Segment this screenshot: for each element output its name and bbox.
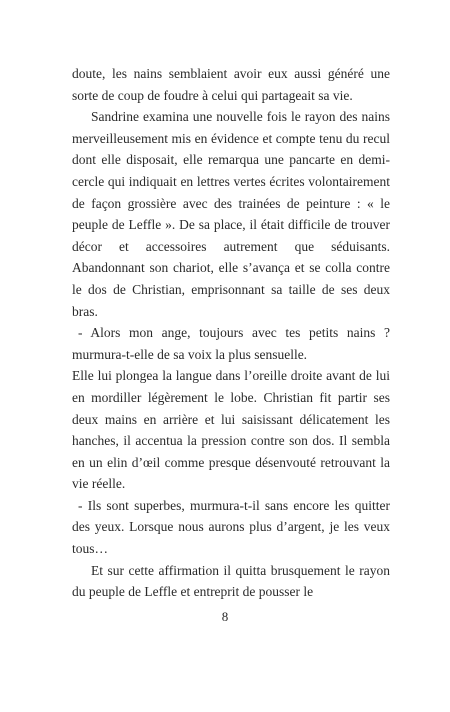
paragraph-2: Sandrine examina une nouvelle fois le rayon des nains merveilleusement mis en évidence et compte tenu du recul dont elle disposait, elle remarqua une pancarte en demi- cercle qui indiquait en lettres vertes écrites volontairement de façon grossière avec des trainées de peinture : « le peuple de Leffle ». De sa place, il était difficile de trouver décor et accessoires autrement que séduisants. Abandonnant son chariot, elle s’avança et se colla contre le dos de Christian, emprisonnant sa taille de ses deux bras. bbox=[72, 109, 390, 319]
paragraph-4: Et sur cette affirmation il quitta brusquement le rayon du peuple de Leffle et entreprit de pousser le bbox=[72, 562, 390, 600]
page-number: 8 bbox=[221, 609, 229, 624]
dialogue-paragraph-2: - Ils sont superbes, murmura-t-il sans encore les quitter des yeux. Lorsque nous aurons plus d’argent, je les veux tous… bbox=[72, 497, 390, 557]
paragraph-1: doute, les nains semblaient avoir eux aussi généré une sorte de coup de foudre à celui qui partageait sa vie. bbox=[72, 66, 390, 103]
paragraph-3: Elle lui plongea la langue dans l’oreille droite avant de lui en mordiller légèrement le lobe. Christian fit partir ses deux mains en arrière et lui saisissant délicatement les hanches, il accentua la pression contre son dos. Il sembla en un elin d’œil comme presque désenvouté retrouvant la vie réelle. bbox=[72, 368, 390, 492]
dialogue-paragraph-1: - Alors mon ange, toujours avec tes petits nains ? murmura-t-elle de sa voix la plus sensuelle. bbox=[72, 325, 390, 362]
book-page-text bbox=[72, 63, 390, 603]
